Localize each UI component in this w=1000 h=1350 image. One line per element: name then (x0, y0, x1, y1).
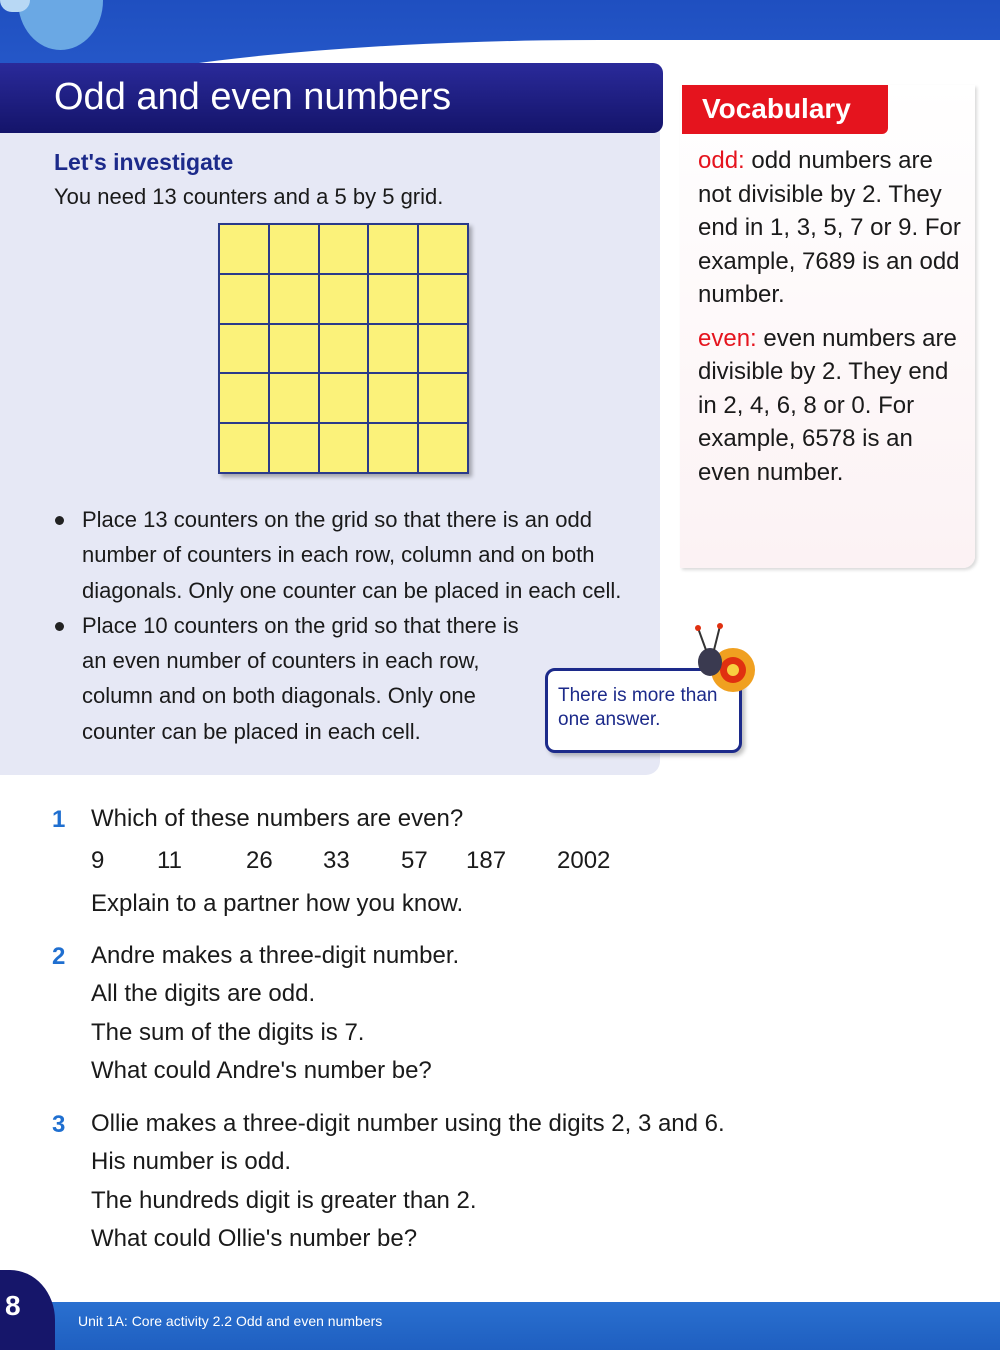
term-even: even: (698, 324, 757, 352)
grid-cell (369, 225, 417, 273)
grid-cell (419, 325, 467, 373)
grid-cell (419, 225, 467, 273)
grid-cell (419, 374, 467, 422)
question-text: His number is odd. (91, 1148, 292, 1176)
vocabulary-label: Vocabulary (682, 85, 888, 134)
grid-cell (369, 325, 417, 373)
grid-cell (220, 225, 268, 273)
grid-cell (220, 424, 268, 472)
number-item: 33 (323, 847, 350, 875)
grid-cell (419, 424, 467, 472)
grid-cell (369, 275, 417, 323)
grid-cell (369, 374, 417, 422)
term-odd: odd: (698, 147, 745, 174)
definition-odd: odd numbers are not divisible by 2. They end in 1, 3, 5, 7 or 9. For example, 7689 is an odd number. (698, 147, 961, 308)
investigate-heading: Let's investigate (54, 149, 234, 175)
question-number: 3 (52, 1111, 66, 1138)
grid-cell (270, 275, 318, 323)
question-text: Ollie makes a three-digit number using the digits 2, 3 and 6. (91, 1110, 725, 1137)
grid-cell (320, 374, 368, 422)
instruction-item: Place 10 counters on the grid so that there is an even number of counters in each row, column and on both diagonals. Only one counter can be placed in each cell. (50, 608, 520, 749)
question-number: 1 (52, 806, 66, 833)
grid-cell (270, 325, 318, 373)
snail-mascot-icon (688, 620, 758, 695)
question-text: All the digits are odd. (91, 980, 316, 1008)
grid-cell (220, 275, 268, 323)
hint-speech-bubble: There is more than one answer. (545, 668, 742, 753)
grid-cell (320, 424, 368, 472)
number-item: 57 (401, 847, 428, 875)
number-item: 187 (466, 847, 507, 875)
number-item: 2002 (557, 847, 611, 875)
definition-even: even numbers are divisible by 2. They end in 2, 4, 6, 8 or 0. For example, 6578 is an even number. (698, 324, 957, 486)
materials-text: You need 13 counters and a 5 by 5 grid. (54, 184, 444, 209)
grid-cell (220, 374, 268, 422)
vocabulary-definitions (698, 144, 968, 489)
grid-cell (270, 424, 318, 472)
question-text: The hundreds digit is greater than 2. (91, 1186, 477, 1214)
page-number: 8 (0, 1270, 55, 1350)
number-list (91, 842, 941, 880)
question-text: What could Ollie's number be? (91, 1224, 418, 1252)
five-by-five-grid (218, 223, 469, 474)
question-text: What could Andre's number be? (91, 1056, 432, 1084)
grid-cell (270, 225, 318, 273)
grid-cell (320, 275, 368, 323)
grid-cell (369, 424, 417, 472)
question-number: 2 (52, 943, 66, 970)
question-text: The sum of the digits is 7. (91, 1018, 365, 1046)
grid-cell (320, 225, 368, 273)
number-item: 26 (246, 847, 273, 875)
page-title: Odd and even numbers (54, 76, 452, 118)
grid-cell (220, 325, 268, 373)
footer-text: Unit 1A: Core activity 2.2 Odd and even numbers (78, 1313, 383, 1329)
question-text: Explain to a partner how you know. (91, 889, 464, 917)
number-item: 9 (91, 847, 105, 875)
number-item: 11 (157, 847, 182, 875)
grid-cell (270, 374, 318, 422)
question-text: Andre makes a three-digit number. (91, 942, 460, 969)
question-text: Which of these numbers are even? (91, 805, 464, 832)
instruction-item: Place 13 counters on the grid so that there is an odd number of counters in each row, column and on both diagonals. Only one counter can be placed in each cell. (50, 502, 660, 608)
grid-cell (320, 325, 368, 373)
grid-cell (419, 275, 467, 323)
